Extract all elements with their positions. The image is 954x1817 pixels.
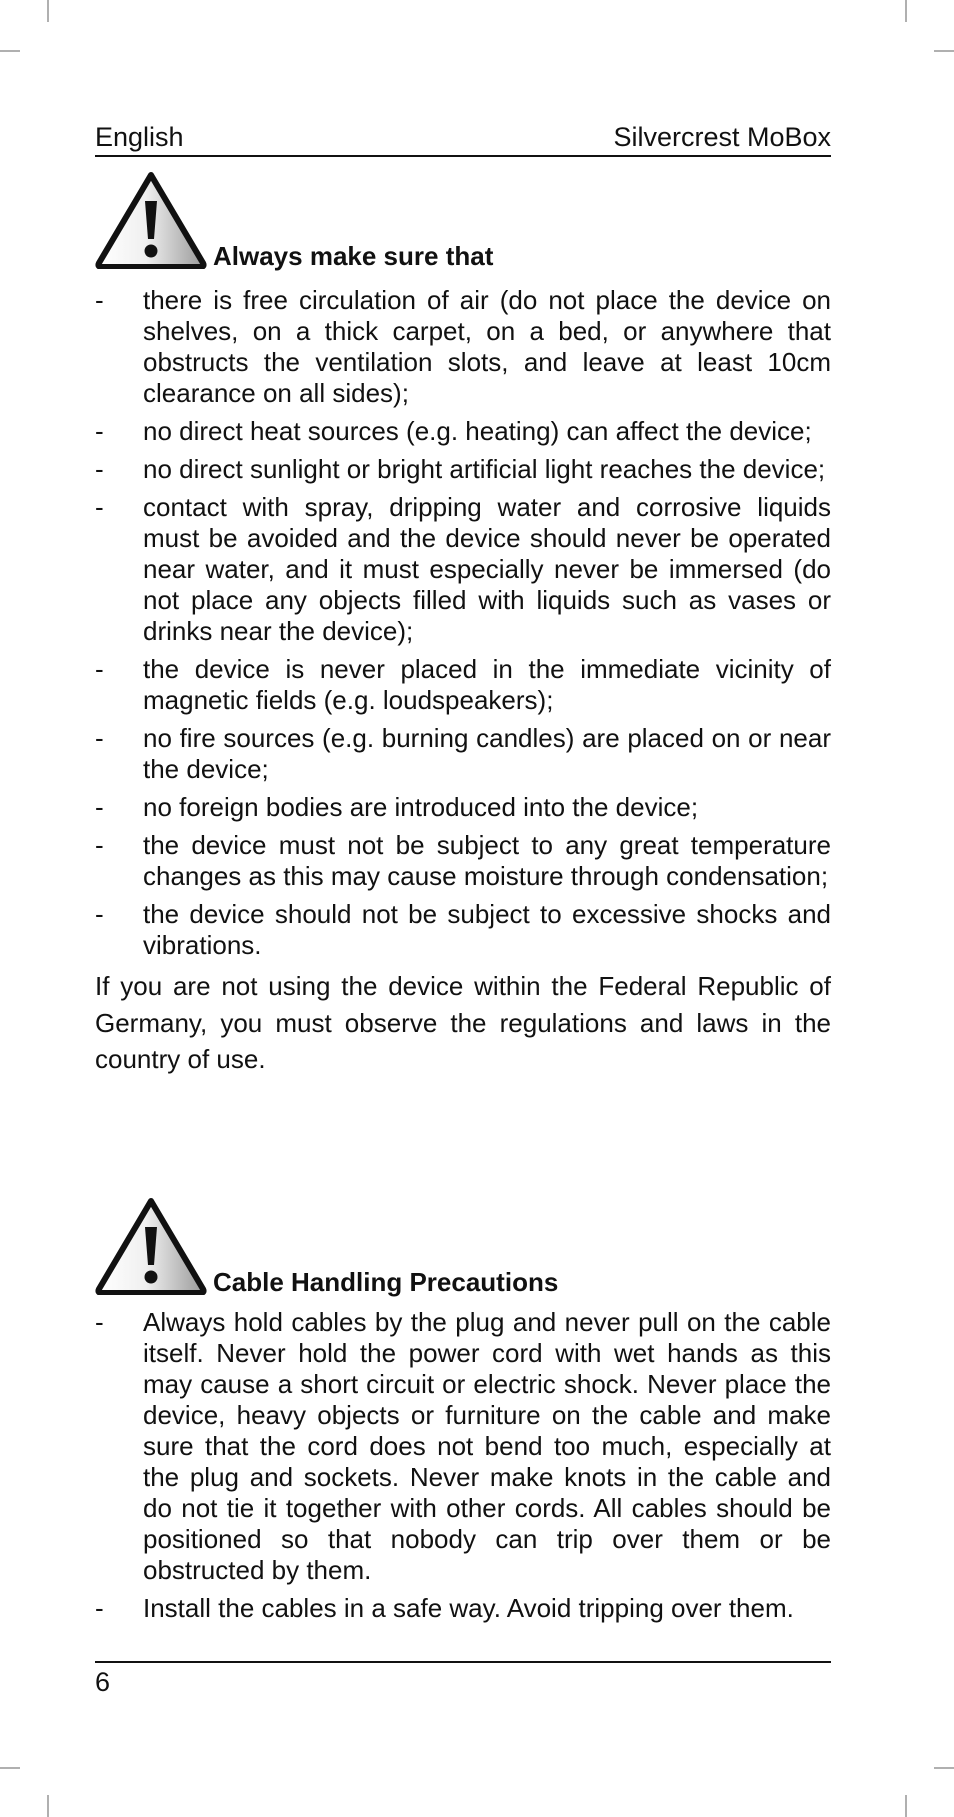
- section-always-make-sure: [95, 171, 831, 1078]
- crop-mark: [47, 0, 49, 22]
- page-number: 6: [95, 1667, 111, 1697]
- section-heading: [95, 1197, 831, 1297]
- crop-mark: [0, 50, 20, 52]
- section-title: Always make sure that: [213, 241, 494, 271]
- bullet-dash: -: [95, 1307, 104, 1337]
- list-item: - no fire sources (e.g. burning candles) are placed on or near the device;: [95, 723, 831, 784]
- list-item: - the device is never placed in the immediate vicinity of magnetic fields (e.g. loudspeakers);: [95, 654, 831, 715]
- crop-mark: [905, 1795, 907, 1817]
- bullet-dash: -: [95, 792, 104, 822]
- page-header: [95, 119, 831, 157]
- section-cable-handling: [95, 1197, 831, 1631]
- bullet-dash: -: [95, 723, 104, 753]
- warning-triangle-icon: [95, 171, 207, 269]
- warning-triangle-icon: [95, 1197, 207, 1295]
- crop-mark: [0, 1767, 20, 1769]
- crop-mark: [905, 0, 907, 22]
- list-item: - contact with spray, dripping water and corrosive liquids must be avoided and the device should never be operated near water, and it must especially never be immersed (do not place any objects filled with liquids such as vases or drinks near the device);: [95, 492, 831, 646]
- crop-mark: [934, 1767, 954, 1769]
- section-title: Cable Handling Precautions: [213, 1267, 559, 1297]
- bullet-dash: -: [95, 454, 104, 484]
- bullet-dash: -: [95, 285, 104, 315]
- list-item: - no foreign bodies are introduced into the device;: [95, 792, 699, 822]
- precaution-list: [95, 1307, 831, 1624]
- list-item: - there is free circulation of air (do not place the device on shelves, on a thick carpet, on a bed, or anywhere that obstructs the ventilation slots, and leave at least 10cm clearance on all sides);: [95, 285, 831, 408]
- crop-mark: [934, 50, 954, 52]
- crop-mark: [47, 1795, 49, 1817]
- list-item: - the device should not be subject to excessive shocks and vibrations.: [95, 899, 831, 960]
- page-footer: [95, 1661, 831, 1699]
- list-item: - no direct heat sources (e.g. heating) can affect the device;: [95, 416, 812, 446]
- list-item: - Install the cables in a safe way. Avoid tripping over them.: [95, 1593, 794, 1623]
- list-item: - the device must not be subject to any great temperature changes as this may cause moisture through condensation;: [95, 830, 831, 891]
- list-item: - Always hold cables by the plug and never pull on the cable itself. Never hold the power cord with wet hands as this may cause a short circuit or electric shock. Never place the device, heavy objects or furniture on the cable and make sure that the cord does not bend too much, especially at the plug and sockets. Never make knots in the cable and do not tie it together with other cords. All cables should be positioned so that nobody can trip over them or be obstructed by them.: [95, 1307, 831, 1585]
- header-product: Silvercrest MoBox: [613, 122, 831, 152]
- header-language: English: [95, 122, 184, 152]
- precaution-list: [95, 285, 831, 961]
- bullet-dash: -: [95, 492, 104, 522]
- bullet-dash: -: [95, 899, 104, 929]
- bullet-dash: -: [95, 654, 104, 684]
- section-heading: [95, 171, 831, 271]
- bullet-dash: -: [95, 830, 104, 860]
- list-item: - no direct sunlight or bright artificial light reaches the device;: [95, 454, 826, 484]
- bullet-dash: -: [95, 1593, 104, 1623]
- country-regulations-paragraph: If you are not using the device within the Federal Republic of Germany, you must observe the regulations and laws in the country of use.: [95, 971, 831, 1074]
- bullet-dash: -: [95, 416, 104, 446]
